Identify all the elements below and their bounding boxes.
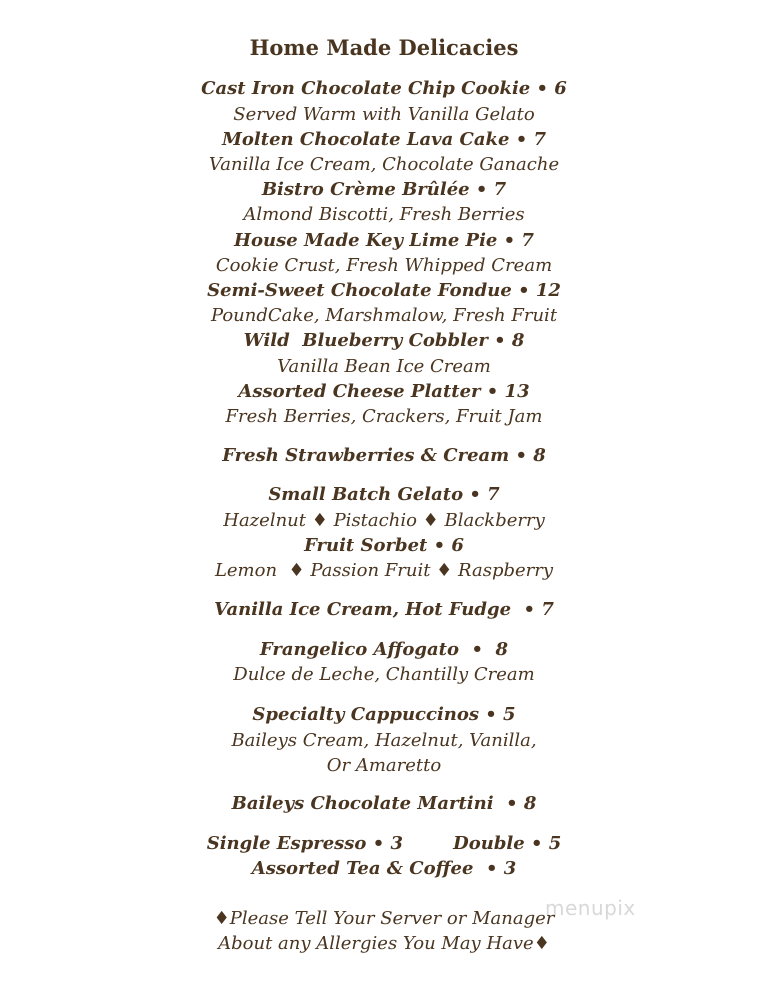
- menu-item-cookie-desc: Served Warm with Vanilla Gelato: [233, 104, 535, 125]
- allergy-note-line-2: About any Allergies You May Have♦: [218, 933, 550, 954]
- menu-item-sorbet: Fruit Sorbet • 6: [304, 535, 464, 556]
- menu-item-martini: Baileys Chocolate Martini • 8: [231, 793, 537, 814]
- menu-item-key-lime-pie: House Made Key Lime Pie • 7: [234, 230, 534, 251]
- menu-item-creme-brulee: Bistro Crème Brûlée • 7: [261, 179, 507, 200]
- menu-item-cheese-platter: Assorted Cheese Platter • 13: [238, 381, 530, 402]
- menu-item-affogato: Frangelico Affogato • 8: [259, 639, 509, 660]
- menu-item-affogato-desc: Dulce de Leche, Chantilly Cream: [233, 664, 535, 685]
- menu-item-sorbet-flavors: Lemon ♦ Passion Fruit ♦ Raspberry: [214, 560, 554, 581]
- menu-item-key-lime-pie-desc: Cookie Crust, Fresh Whipped Cream: [215, 255, 553, 276]
- menu-item-gelato-flavors: Hazelnut ♦ Pistachio ♦ Blackberry: [223, 510, 545, 531]
- menu-title: Home Made Delicacies: [249, 35, 519, 60]
- menu-item-lava-cake-desc: Vanilla Ice Cream, Chocolate Ganache: [208, 154, 560, 175]
- menu-item-cappuccinos-desc: Baileys Cream, Hazelnut, Vanilla,: [231, 730, 537, 751]
- menu-item-cheese-platter-desc: Fresh Berries, Crackers, Fruit Jam: [225, 406, 543, 427]
- menu-item-espresso: Single Espresso • 3 Double • 5: [206, 833, 562, 854]
- menu-item-fondue-desc: PoundCake, Marshmalow, Fresh Fruit: [210, 305, 558, 326]
- menu-item-strawberries: Fresh Strawberries & Cream • 8: [222, 445, 546, 466]
- menu-item-gelato: Small Batch Gelato • 7: [268, 484, 500, 505]
- menu-item-cappuccinos: Specialty Cappuccinos • 5: [252, 704, 516, 725]
- menu-item-cobbler-desc: Vanilla Bean Ice Cream: [277, 356, 491, 377]
- menu-item-lava-cake: Molten Chocolate Lava Cake • 7: [222, 129, 546, 150]
- menu-item-creme-brulee-desc: Almond Biscotti, Fresh Berries: [243, 204, 525, 225]
- watermark-logo: menupix: [545, 896, 636, 920]
- allergy-note-line-1: ♦Please Tell Your Server or Manager: [213, 908, 555, 929]
- menu-item-fondue: Semi-Sweet Chocolate Fondue • 12: [207, 280, 561, 301]
- menu-item-cookie: Cast Iron Chocolate Chip Cookie • 6: [201, 78, 567, 99]
- menu-item-cobbler: Wild Blueberry Cobbler • 8: [243, 330, 525, 351]
- menu-item-tea-coffee: Assorted Tea & Coffee • 3: [251, 858, 517, 879]
- menu-item-hot-fudge: Vanilla Ice Cream, Hot Fudge • 7: [214, 599, 554, 620]
- menu-item-cappuccinos-desc-2: Or Amaretto: [326, 755, 442, 776]
